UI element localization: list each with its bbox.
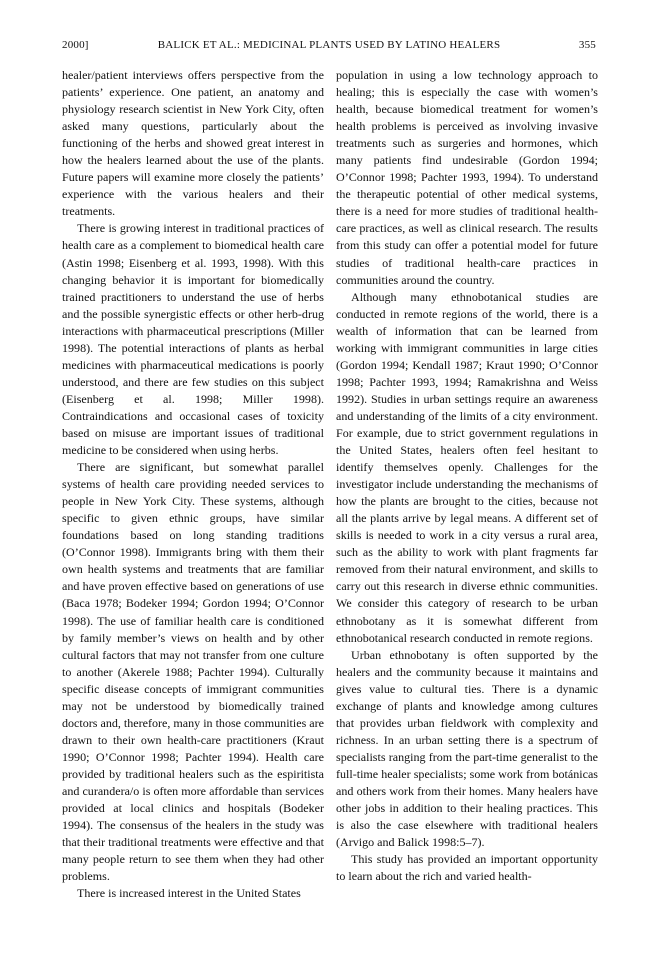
- running-title: BALICK ET AL.: MEDICINAL PLANTS USED BY LATINO HEALERS: [157, 39, 501, 51]
- paragraph: There is increased interest in the United States: [77, 886, 301, 901]
- paragraph: population in using a low technology approach to healing; this is especially the case with women’s health, because biomedical treatment for women’s health problems is perceived as involving invasive treatments such as surgeries and hormones, which many patients find undesirable (Gordon 1994; O’Connor 1998; Pachter 1993, 1994). To understand the therapeutic potential of other medical systems, there is a need for more studies of traditional health-care practices, as well as clinical research. The results from this study can offer a potential model for future studies of traditional health-care practices in communities around the country.: [336, 68, 598, 287]
- paragraph: There are significant, but somewhat parallel systems of health care providing needed services to people in New York City. These systems, although specific to given ethnic groups, have similar foundations based on long standing traditions (O’Connor 1998). Immigrants bring with them their own health systems and treatments that are familiar and have proven effective based on generations of use (Baca 1978; Bodeker 1994; Gordon 1994; O’Connor 1998). The use of familiar health care is conditioned by family member’s views on health and by other cultural factors that may not transfer from one culture to another (Akerele 1988; Pachter 1994). Culturally specific disease concepts of immigrant communities may not be understood by biomedically trained doctors and, therefore, many in those communities are drawn to their own health-care practitioners (Kraut 1990; O’Connor 1998; Pachter 1994). Health care provided by traditional healers such as the espiritista and curandera/o is often more affordable than services provided at local clinics and hospitals (Bodeker 1994). The consensus of the healers in the study was that their traditional treatments were effective and that many people return to see them when they had other problems.: [62, 460, 324, 884]
- left-column: [62, 67, 324, 902]
- paragraph: Urban ethnobotany is often supported by the healers and the community because it maintains and gives value to cultural ties. There is a dynamic exchange of plants and knowledge among cultures that provides urban fieldwork with complexity and richness. In an urban setting there is a spectrum of specialists ranging from the part-time generalist to the full-time healer specialists; some work from botánicas and others work from their homes. Many healers have other jobs in addition to their healing practices. This is also the case elsewhere with traditional healers (Arvigo and Balick 1998:5–7).: [336, 647, 598, 850]
- right-column: [336, 67, 598, 885]
- paragraph: Although many ethnobotanical studies are conducted in remote regions of the world, there is a wealth of information that can be learned from working with immigrant communities in large cities (Gordon 1994; Kendall 1987; Kraut 1990; O’Connor 1998; Pachter 1993, 1994; Ramakrishna and Weiss 1992). Studies in urban settings require an awareness and understanding of the limits of a city environment. For example, due to strict government regulations in the United States, healers often feel hesitant to identify themselves openly. Challenges for the investigator include understanding the mechanisms of how the plants are brought to the cities, because not all the plants arrive by legal means. A different set of skills is needed to work in a city versus a rural area, such as the ability to work with plant fragments far removed from their natural environment, and skills to carry out this research in diverse ethnic communities. We consider this category of research to be urban ethnobotany as it is somewhat different from ethnobotanical research conducted in remote regions.: [336, 289, 598, 645]
- paragraph: healer/patient interviews offers perspective from the patients’ experience. One patient, an anatomy and physiology research scientist in New York City, often asked many questions, particularly about the functioning of the herbs and showed great interest in how the healers learned about the use of the plants. Future papers will examine more closely the patients’ experience with the various healers and their treatments.: [62, 68, 324, 219]
- running-head: [62, 37, 596, 53]
- paragraph: There is growing interest in traditional practices of health care as a complement to biomedical health care (Astin 1998; Eisenberg et al. 1993, 1998). With this changing behavior it is important for biomedically trained practitioners to understand the use of herbs and the possible synergistic effects or other herb-drug interactions with pharmaceutical prescriptions (Miller 1998). The potential interactions of plants as herbal medicines with pharmaceutical medications is poorly understood, and there are few studies on this subject (Eisenberg et al. 1998; Miller 1998). Contraindications and occasional cases of toxicity based on misuse are important issues of traditional medicine to be considered when using herbs.: [62, 221, 324, 458]
- page-number: 355: [578, 39, 596, 51]
- volume-year: 2000]: [62, 39, 89, 51]
- paragraph: This study has provided an important opportunity to learn about the rich and varied health-: [336, 852, 598, 884]
